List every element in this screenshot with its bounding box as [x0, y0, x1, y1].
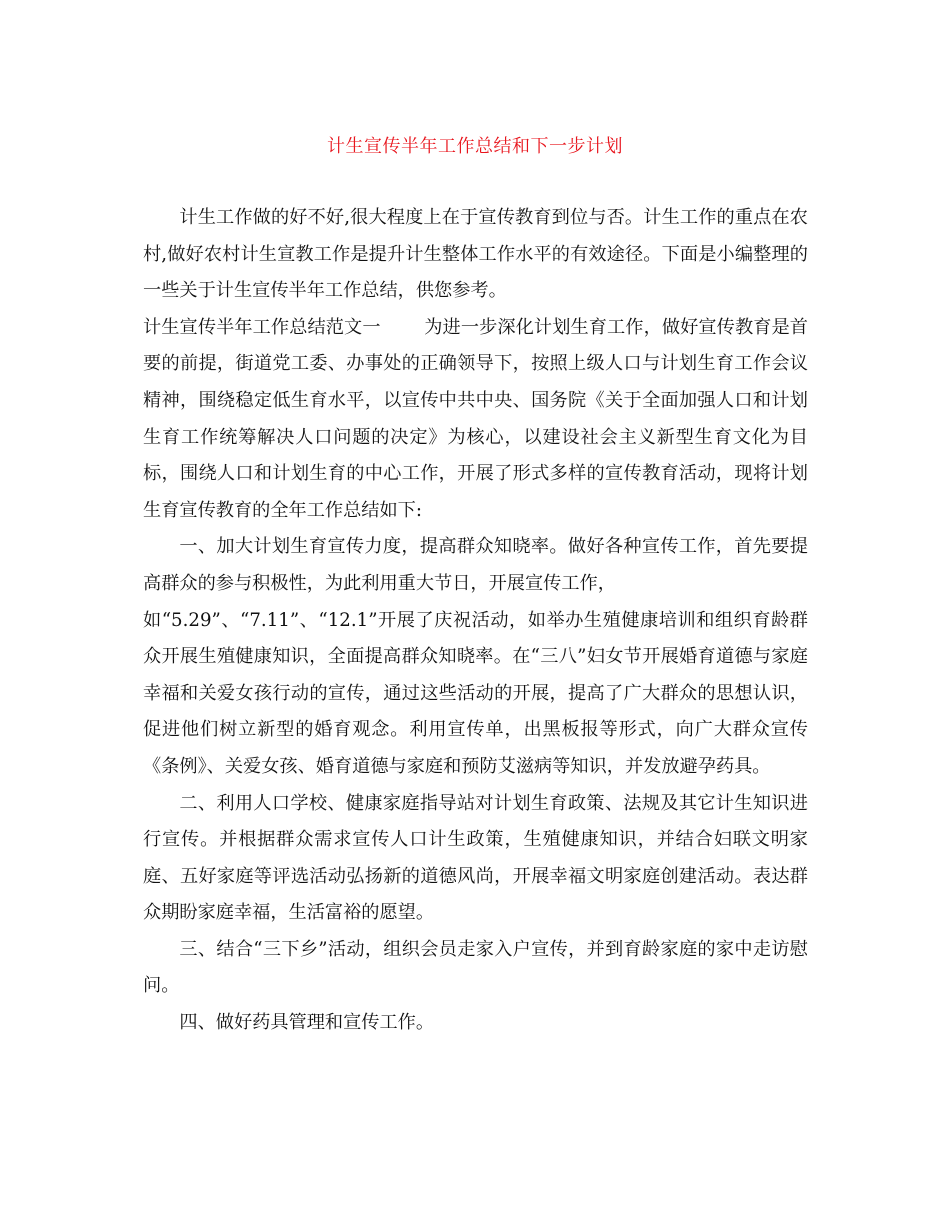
document-title: 计生宣传半年工作总结和下一步计划	[327, 136, 623, 157]
document-body	[143, 200, 808, 1042]
section-1-continuation: 如“5.29”、“7.11”、“12.1”开展了庆祝活动，如举办生殖健康培训和组织育龄群众开展生殖健康知识，全面提高群众知晓率。在“三八”妇女节开展婚育道德与家庭幸福和关爱女孩行动的宣传，通过这些活动的开展，提高了广大群众的思想认识，促进他们树立新型的婚育观念。利用宣传单，出黑板报等形式，向广大群众宣传《条例》、关爱女孩、婚育道德与家庭和预防艾滋病等知识，并发放避孕药具。	[143, 609, 808, 777]
sample-heading: 计生宣传半年工作总结范文一	[143, 316, 381, 338]
section-4-paragraph: 四、做好药具管理和宣传工作。	[179, 1012, 435, 1034]
sample-lead-text: 为进一步深化计划生育工作，做好宣传教育是首要的前提，街道党工委、办事处的正确领导下，按照上级人口与计划生育工作会议精神，围绕稳定低生育水平，以宣传中共中央、国务院《关于全面加强人口和计划生育工作统筹解决人口问题的决定》为核心，以建设社会主义新型生育文化为目标，围绕人口和计划生育的中心工作，开展了形式多样的宣传教育活动，现将计划生育宣传教育的全年工作总结如下:	[143, 316, 808, 521]
section-1-paragraph: 一、加大计划生育宣传力度，提高群众知晓率。做好各种宣传工作，首先要提高群众的参与积极性，为此利用重大节日，开展宣传工作，	[143, 536, 808, 594]
intro-paragraph: 计生工作做的好不好,很大程度上在于宣传教育到位与否。计生工作的重点在农村,做好农村计生宣教工作是提升计生整体工作水平的有效途径。下面是小编整理的一些关于计生宣传半年工作总结，供您参考。	[143, 207, 808, 302]
sample-paragraph	[143, 310, 808, 530]
section-2-paragraph: 二、利用人口学校、健康家庭指导站对计划生育政策、法规及其它计生知识进行宣传。并根据群众需求宣传人口计生政策，生殖健康知识，并结合妇联文明家庭、五好家庭等评选活动弘扬新的道德风尚，开展幸福文明家庭创建活动。表达群众期盼家庭幸福，生活富裕的愿望。	[143, 792, 808, 924]
section-3-paragraph: 三、结合“三下乡”活动，组织会员走家入户宣传，并到育龄家庭的家中走访慰问。	[143, 938, 808, 997]
